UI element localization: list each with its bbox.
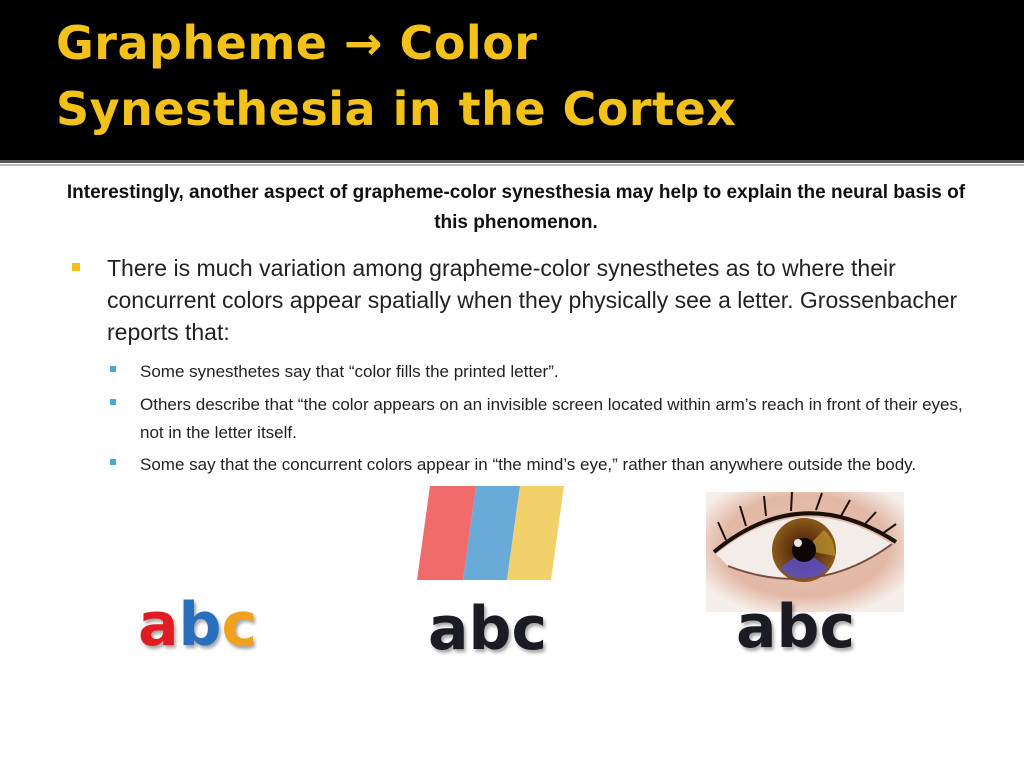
square-bullet-icon bbox=[110, 399, 116, 405]
intro-text: Interestingly, another aspect of grapheme-color synesthesia may help to explain the neural basis of this phenomenon. bbox=[66, 182, 966, 233]
title-divider-light bbox=[0, 164, 1024, 166]
title-line-2: Synesthesia in the Cortex bbox=[56, 82, 737, 136]
sub-bullet-text: Others describe that “the color appears on an invisible screen located within arm’s reach in front of their eyes, not in the letter itself. bbox=[140, 395, 963, 442]
sub-bullet-2 bbox=[110, 391, 970, 447]
square-bullet-icon bbox=[110, 459, 116, 465]
colored-letters-example bbox=[138, 590, 257, 660]
main-bullet bbox=[72, 252, 972, 348]
title-bar bbox=[0, 0, 1024, 160]
sub-bullet-1 bbox=[110, 358, 970, 386]
letter-b: b bbox=[178, 590, 222, 660]
title-divider bbox=[0, 160, 1024, 163]
screen-letters-example: abc bbox=[428, 594, 548, 664]
color-screen-stripes bbox=[416, 486, 566, 582]
square-bullet-icon bbox=[110, 366, 116, 372]
letter-c: c bbox=[221, 590, 258, 660]
mind-eye-letters-example: abc bbox=[736, 592, 856, 662]
sub-bullet-3 bbox=[110, 451, 970, 479]
sub-bullet-text: Some synesthetes say that “color fills the printed letter”. bbox=[140, 362, 559, 381]
sub-bullet-text: Some say that the concurrent colors appear in “the mind’s eye,” rather than anywhere outside the body. bbox=[140, 455, 917, 474]
square-bullet-icon bbox=[72, 263, 80, 271]
main-bullet-text: There is much variation among grapheme-color synesthetes as to where their concurrent colors appear spatially when they physically see a letter. Grossenbacher reports that: bbox=[107, 255, 958, 345]
slide-title bbox=[56, 10, 996, 142]
title-line-1: Grapheme → Color bbox=[56, 16, 538, 70]
letter-a: a bbox=[138, 590, 179, 660]
